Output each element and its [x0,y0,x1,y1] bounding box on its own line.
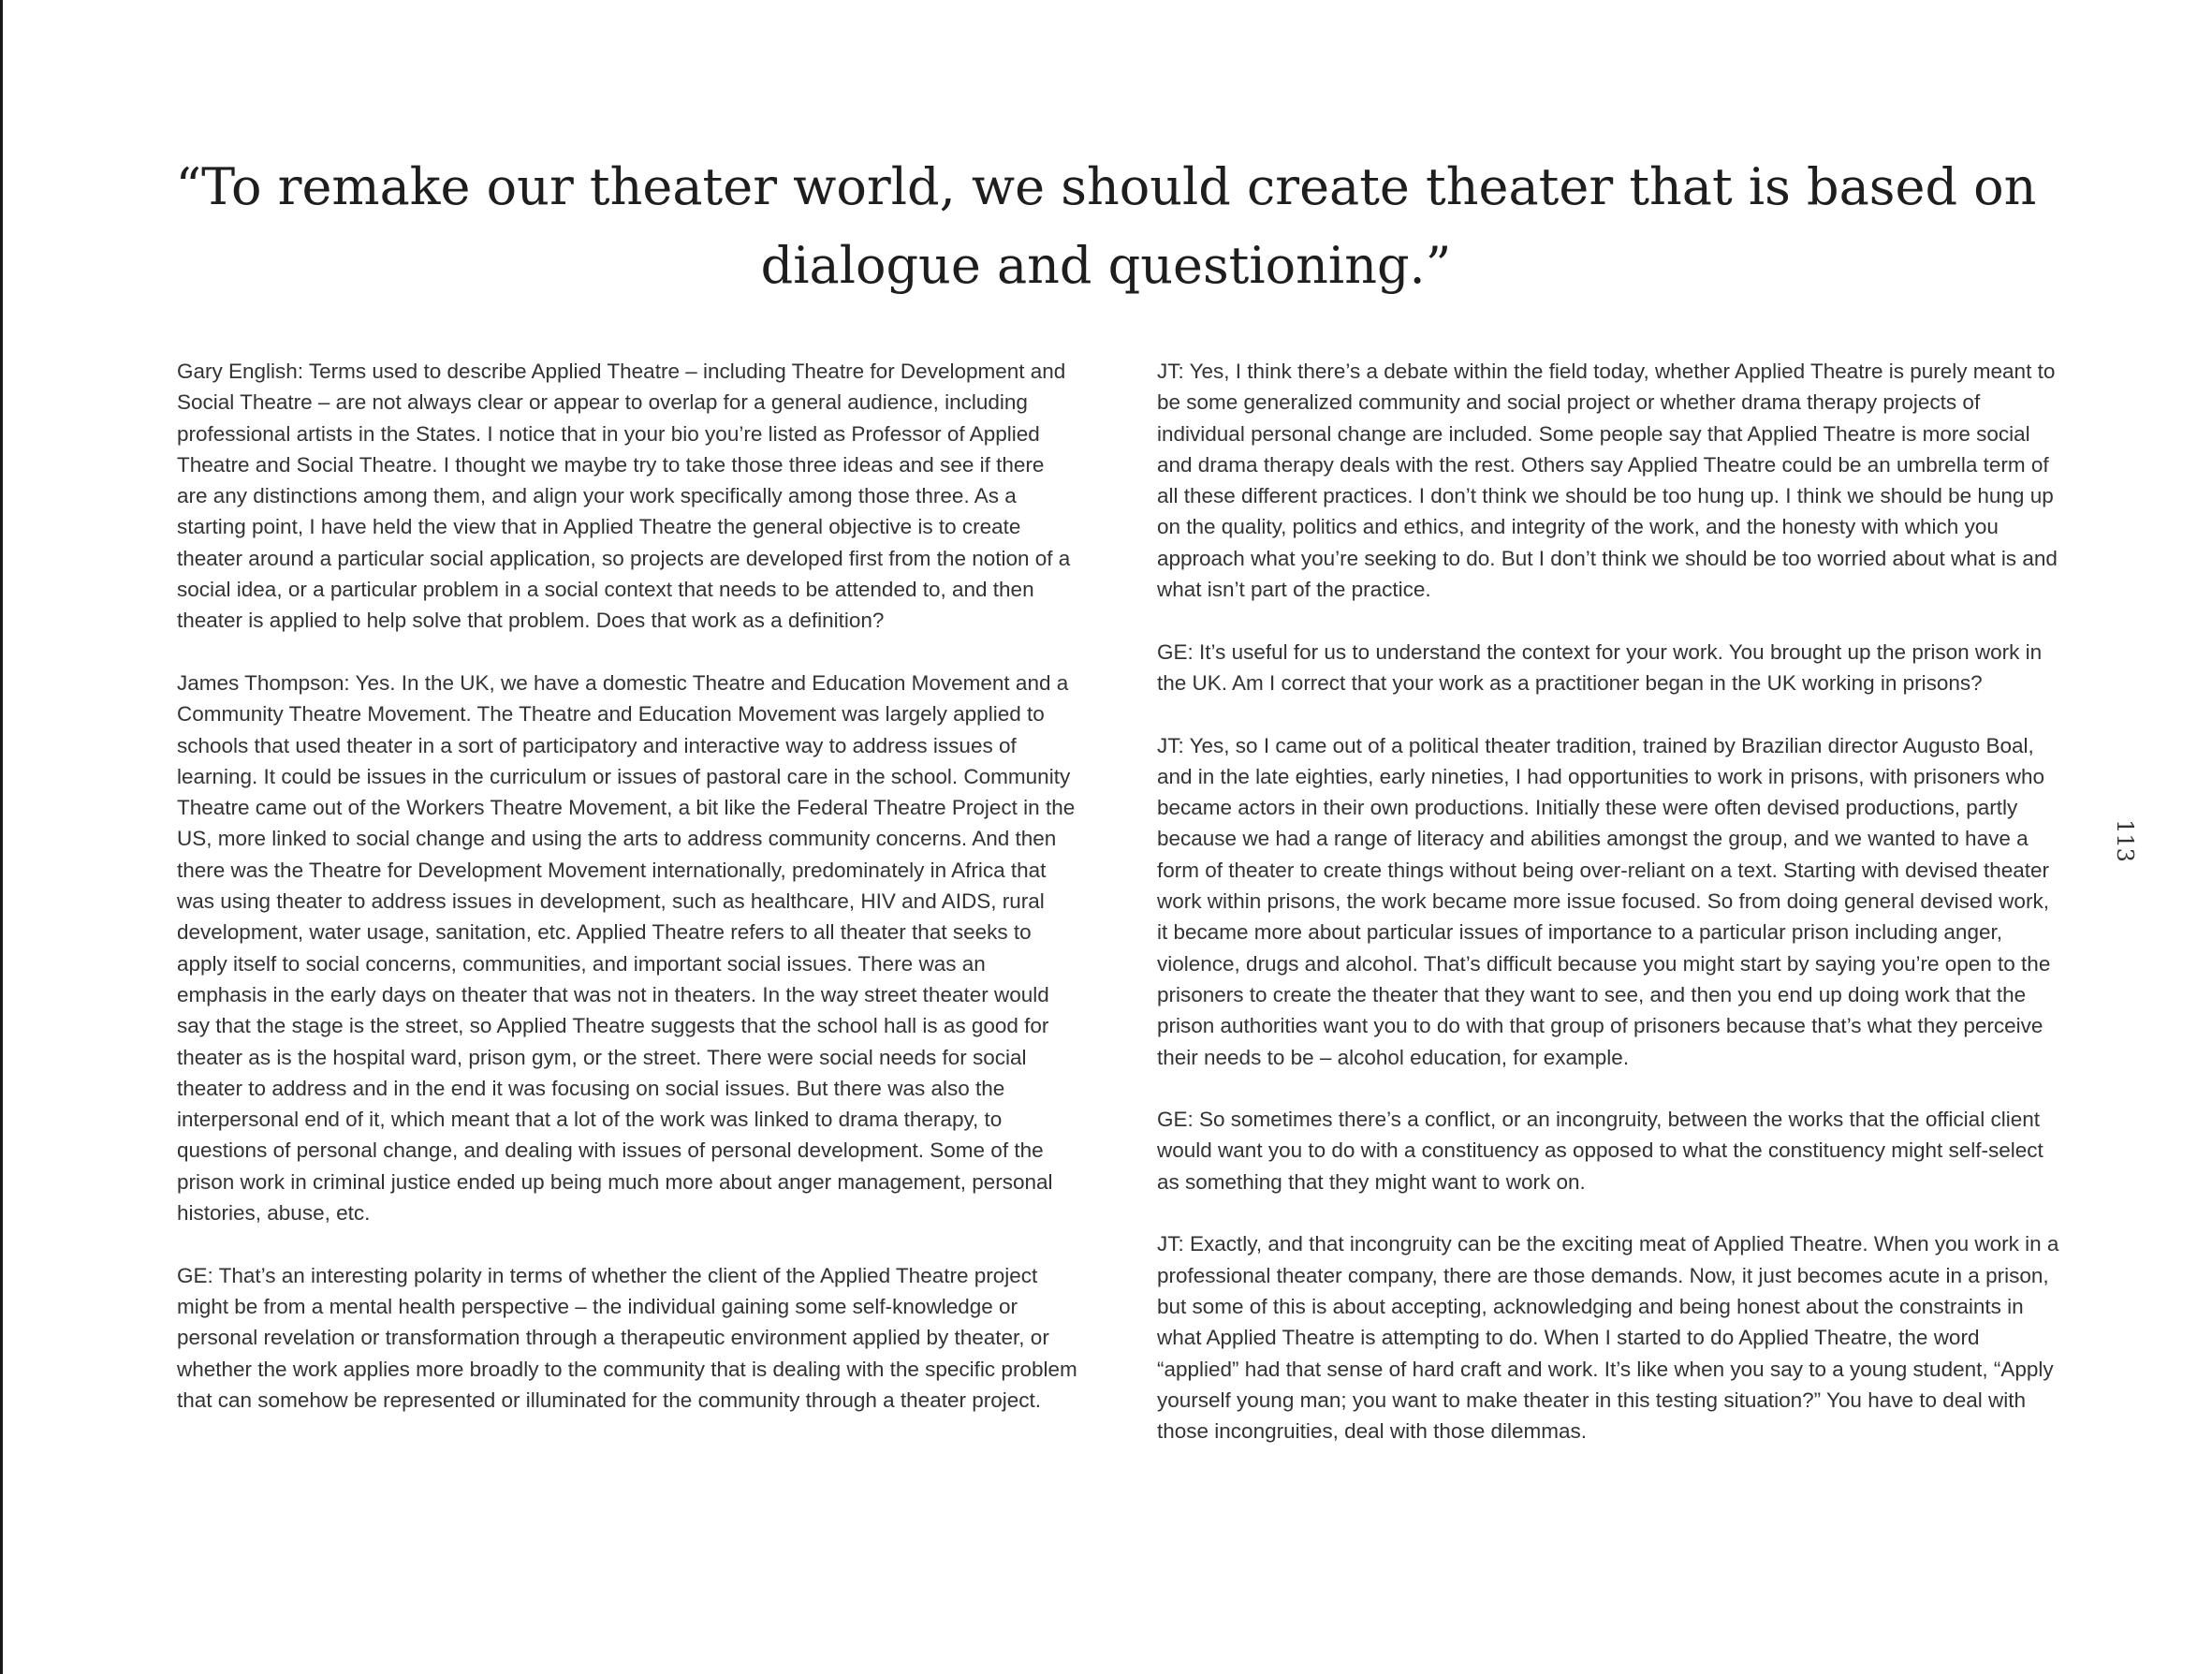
paragraph-jt-debate: JT: Yes, I think there’s a debate within the field today, whether Applied Theatre is purely meant to be some generalized community and social project or whether drama therapy projects of individual personal change are included. Some people say that Applied Theatre is more social and drama therapy deals with the rest. Others say Applied Theatre could be an umbrella term of all these different practices. I don’t think we should be too hung up. I think we should be hung up on the quality, politics and ethics, and integrity of the work, and the honesty with which you approach what you’re seeking to do. But I don’t think we should be too worried about what is and what isn’t part of the practice. [1157,360,2058,602]
paragraph-james-thompson-answer: James Thompson: Yes. In the UK, we have a domestic Theatre and Education Movement and a Community Theatre Movement. The Theatre and Education Movement was largely applied to schools that used theater in a sort of participatory and interactive way to address issues of learning. It could be issues in the curriculum or issues of pastoral care in the school. Community Theatre came out of the Workers Theatre Movement, a bit like the Federal Theatre Project in the US, more linked to social change and using the arts to address community concerns. And then there was the Theatre for Development Movement internationally, predominately in Africa that was using theater to address issues in development, such as healthcare, HIV and AIDS, rural development, water usage, sanitation, etc. Applied Theatre refers to all theater that seeks to apply itself to social concerns, communities, and important social issues. There was an emphasis in the early days on theater that was not in theaters. In the way street theater would say that the stage is the street, so Applied Theatre suggests that the school hall is as good for theater as is the hospital ward, prison gym, or the street. There were social needs for social theater to address and in the end it was focusing on social issues. But there was also the interpersonal end of it, which meant that a lot of the work was linked to drama therapy, to questions of personal change, and dealing with issues of personal development. Some of the prison work in criminal justice ended up being much more about anger management, personal histories, abuse, etc. [177,670,1076,1226]
paragraph-ge-context: GE: It’s useful for us to understand the context for your work. You brought up the prison work in the UK. Am I correct that your work as a practitioner began in the UK working in prisons? [1157,639,2043,695]
right-text-column [1157,356,2060,1478]
paragraph-gary-english-question: Gary English: Terms used to describe Applied Theatre – including Theatre for Development and Social Theatre – are not always clear or appear to overlap for a general audience, including professional artists in the States. I notice that in your bio you’re listed as Professor of Applied Theatre and Social Theatre. I thought we maybe try to take those three ideas and see if there are any distinctions among them, and align your work specifically among those three. As a starting point, I have held the view that in Applied Theatre the general objective is to create theater around a particular social application, so projects are developed first from the notion of a social idea, or a particular problem in a social context that needs to be attended to, and then theater is applied to help solve that problem. Does that work as a definition? [177,360,1071,633]
left-text-column [177,356,1080,1446]
paragraph-jt-prisons: JT: Yes, so I came out of a political theater tradition, trained by Brazilian director Augusto Boal, and in the late eighties, early nineties, I had opportunities to work in prisons, with prisoners who became actors in their own productions. Initially these were often devised productions, partly because we had a range of literacy and abilities amongst the group, and we wanted to have a form of theater to create things without being over-reliant on a text. Starting with devised theater work within prisons, the work became more issue focused. So from doing general devised work, it became more about particular issues of importance to a particular prison including anger, violence, drugs and alcohol. That’s difficult because you might start by saying you’re open to the prisoners to create the theater that they want to see, and then you end up doing work that the prison authorities want you to do with that group of prisoners because that’s what they perceive their needs to be – alcohol education, for example. [1157,733,2051,1069]
page-number: 113 [2112,819,2138,862]
pull-quote: “To remake our theater world, we should create theater that is based on dialogue and questioning.” [175,157,2037,295]
paragraph-jt-incongruity: JT: Exactly, and that incongruity can be the exciting meat of Applied Theatre. When you work in a professional theater company, there are those demands. Now, it just becomes acute in a prison, but some of this is about accepting, acknowledging and being honest about the constraints in what Applied Theatre is attempting to do. When I started to do Applied Theatre, the word “applied” had that sense of hard craft and work. It’s like when you say to a young student, “Apply yourself young man; you want to make theater in this testing situation?” You have to deal with those incongruities, deal with those dilemmas. [1157,1232,2059,1444]
paragraph-ge-polarity: GE: That’s an interesting polarity in terms of whether the client of the Applied Theatre project might be from a mental health perspective – the individual gaining some self-knowledge or personal revelation or transformation through a therapeutic environment applied by theater, or whether the work applies more broadly to the community that is dealing with the specific problem that can somehow be represented or illuminated for the community through a theater project. [177,1263,1077,1412]
paragraph-ge-conflict: GE: So sometimes there’s a conflict, or an incongruity, between the works that the official client would want you to do with a constituency as opposed to what the constituency might self-select as something that they might want to work on. [1157,1108,2044,1194]
page-spine-edge [0,0,3,1674]
